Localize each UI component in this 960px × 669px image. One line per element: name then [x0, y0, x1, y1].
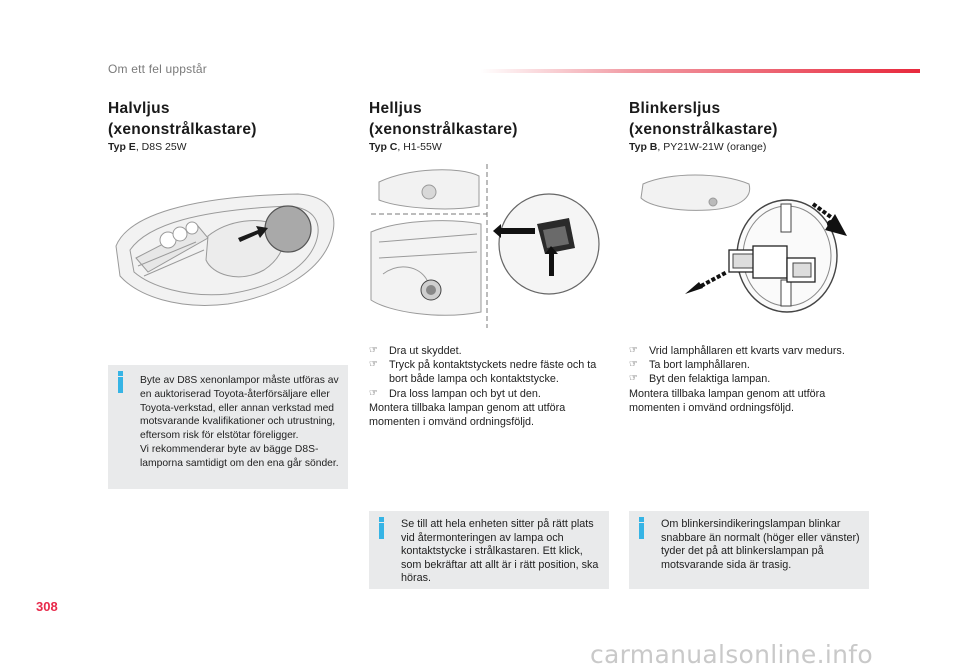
indicator-step-3-text: Byt den felaktiga lampan.: [649, 373, 771, 386]
info-icon-bar: [118, 377, 123, 393]
indicator-type-prefix: Typ B: [629, 141, 658, 153]
info-icon-bar: [639, 523, 644, 539]
indicator-info-box: [629, 511, 869, 589]
pointing-finger-icon: ☞: [629, 373, 638, 385]
pointing-finger-icon: ☞: [629, 345, 638, 356]
high-beam-closing: Montera tillbaka lampan genom att utföra momenten i omvänd ordningsföljd.: [369, 401, 566, 429]
indicator-info-text: Om blinkersindikeringslampan blinkar snabbare än normalt (höger eller vänster) tyder det på att blinkerslampan på motsvarande sida är trasig.: [661, 518, 860, 571]
high-beam-step-3-text: Dra loss lampan och byt ut den.: [389, 387, 541, 400]
indicator-title: Blinkersljus (xenonstrålkastare): [629, 100, 778, 138]
pointing-finger-icon: ☞: [369, 345, 378, 356]
indicator-closing: Montera tillbaka lampan genom att utföra momenten i omvänd ordningsföljd.: [629, 387, 826, 414]
high-beam-step-1-text: Dra ut skyddet.: [389, 345, 462, 357]
high-beam-type: [369, 141, 442, 153]
high-beam-info-text: Se till att hela enheten sitter på rätt plats vid återmonteringen av lampa och kontaktstycke i strålkastaren. Ett klick, som bekräftar att allt är i rätt position, ska höras.: [401, 518, 599, 585]
high-beam-type-prefix: Typ C: [369, 141, 398, 153]
indicator-type-value: , PY21W-21W (orange): [657, 141, 767, 153]
indicator-step-3: [629, 372, 869, 386]
high-beam-info-box: [369, 511, 609, 589]
high-beam-step-3: [369, 387, 609, 401]
high-beam-title: Helljus (xenonstrålkastare): [369, 100, 518, 138]
low-beam-type-value: , D8S 25W: [135, 141, 187, 153]
pointing-finger-icon: ☞: [629, 359, 638, 371]
high-beam-step-1: [369, 344, 609, 358]
indicator-step-2-text: Ta bort lamphållaren.: [649, 359, 750, 372]
low-beam-info-box: [108, 365, 348, 489]
low-beam-type-prefix: Typ E: [108, 141, 136, 153]
pointing-finger-icon: ☞: [369, 387, 378, 399]
high-beam-type-value: , H1-55W: [397, 141, 442, 153]
low-beam-headlamp-illustration: [108, 176, 348, 318]
high-beam-illustration: [369, 162, 609, 328]
page-number: 308: [36, 599, 58, 614]
info-icon: [639, 517, 644, 522]
indicator-step-2: [629, 358, 869, 372]
indicator-steps: [629, 344, 869, 415]
header-accent-line: [480, 69, 920, 73]
info-icon: [118, 371, 123, 376]
low-beam-title: Halvljus (xenonstrålkastare): [108, 100, 257, 138]
high-beam-step-2: [369, 358, 609, 386]
info-icon-bar: [379, 523, 384, 539]
indicator-type: [629, 141, 766, 153]
low-beam-info-text: Byte av D8S xenonlampor måste utföras av en auktoriserad Toyota-återförsäljare eller Toyota-verkstad, eller annan verkstad med motsvarande kvalifikationer och utrustning, eftersom risk för elstötar föreligger. Vi rekommenderar byte av bägge D8S-lamporna samtidigt om den ena går sönder.: [140, 375, 339, 469]
indicator-step-1: [629, 344, 869, 358]
indicator-illustration: [629, 164, 869, 314]
section-header: Om ett fel uppstår: [108, 62, 207, 76]
high-beam-step-2-text: Tryck på kontaktstyckets nedre fäste och ta bort både lampa och kontaktstycke.: [389, 359, 597, 386]
watermark: carmanualsonline.info: [590, 640, 873, 669]
indicator-step-1-text: Vrid lamphållaren ett kvarts varv medurs.: [649, 345, 845, 357]
info-icon: [379, 517, 384, 522]
low-beam-type: [108, 141, 187, 153]
pointing-finger-icon: ☞: [369, 359, 378, 371]
high-beam-steps: [369, 344, 609, 429]
